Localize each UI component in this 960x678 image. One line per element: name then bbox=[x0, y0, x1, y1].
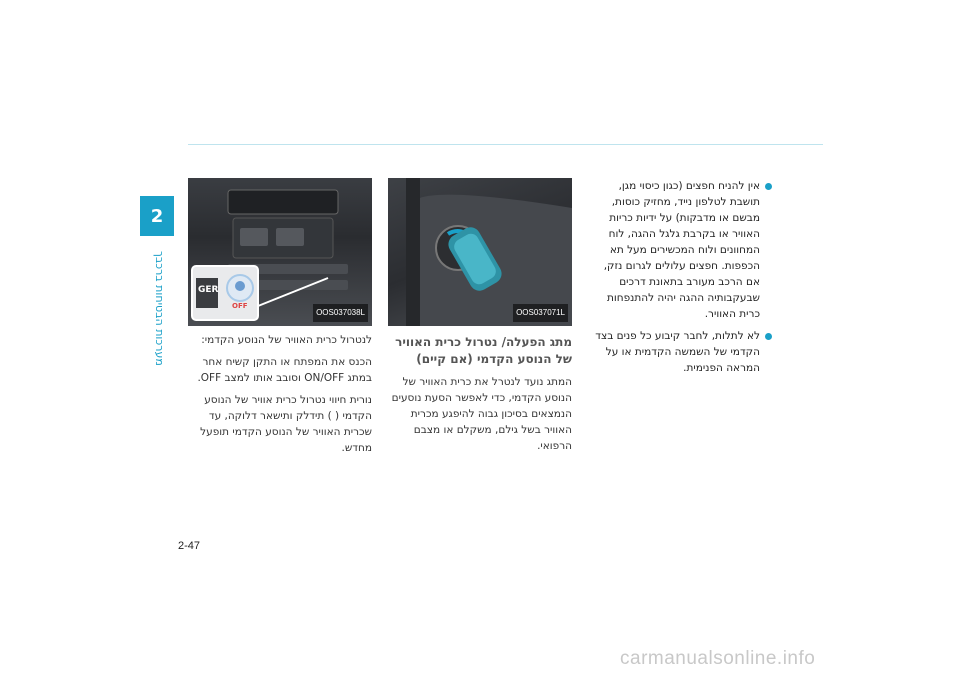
warning-bullet bbox=[588, 328, 772, 376]
switch-panel-photo bbox=[188, 178, 372, 326]
watermark: carmanualsonline.info bbox=[620, 648, 816, 669]
right-column bbox=[588, 178, 772, 382]
photo-code: OOS037071L bbox=[513, 304, 568, 322]
left-paragraph-3: נורית חיווי נטרול כרית אוויר של הנוסע הקדמי ( ) תידלק ותישאר דלוקה, עד שכרית האוויר של הנוסע הקדמי תופעל מחדש. bbox=[200, 394, 372, 454]
panel-text: GER bbox=[198, 285, 219, 295]
middle-column bbox=[388, 178, 572, 454]
chapter-label: מערכות הבטיחות ברכבך bbox=[153, 251, 166, 366]
section-title: מתג הפעלה/ נטרול כרית האוויר של הנוסע הקדמי (אם קיים) bbox=[395, 335, 572, 366]
warning-bullet bbox=[588, 178, 772, 322]
bullet-text: אין להניח חפצים (כגון כיסוי מגן, תושבת לטלפון נייד, מחזיק כוסות, מבשם או מדבקות) על ידיות כריות האוויר או בקרבת גלגל ההגה, לוח המחוונים ולוח המכשירים מעל תא הכפפות. חפצים עלולים לגרום נזק, אם הרכב מעורב בתאונת דרכים שבעקבותיה ההגה יהיה להתנפחות כרית האוויר. bbox=[603, 180, 760, 320]
bullet-text: לא לתלות, לחבר קיבוע כל פנים בצד הקדמי של השמשה הקדמית או על המראה הפנימית. bbox=[595, 330, 760, 374]
left-paragraph-2: הכנס את המפתח או התקן קשיח אחר במתג ON/OFF וסובב אותו למצב OFF. bbox=[197, 356, 372, 384]
left-paragraph-1: לנטרול כרית האוויר של הנוסע הקדמי: bbox=[201, 334, 372, 346]
bullet-dot bbox=[765, 183, 772, 190]
chapter-number: 2 bbox=[150, 205, 164, 227]
left-column bbox=[188, 178, 372, 456]
key-switch-photo bbox=[388, 178, 572, 326]
page-number: 2-47 bbox=[178, 540, 201, 552]
off-indicator-label: OFF bbox=[232, 302, 248, 310]
chapter-tab bbox=[140, 196, 174, 236]
middle-paragraph: המתג נועד לנטרל את כרית האוויר של הנוסע הקדמי, כדי לאפשר הסעת נוסעים הנמצאים בסיכון גבוה להיפגע מכרית האוויר בשל גילם, משקלם או מצבם הרפואי. bbox=[391, 376, 572, 452]
photo-code: OOS037038L bbox=[313, 304, 368, 322]
bullet-dot bbox=[765, 333, 772, 340]
top-rule bbox=[188, 144, 823, 145]
